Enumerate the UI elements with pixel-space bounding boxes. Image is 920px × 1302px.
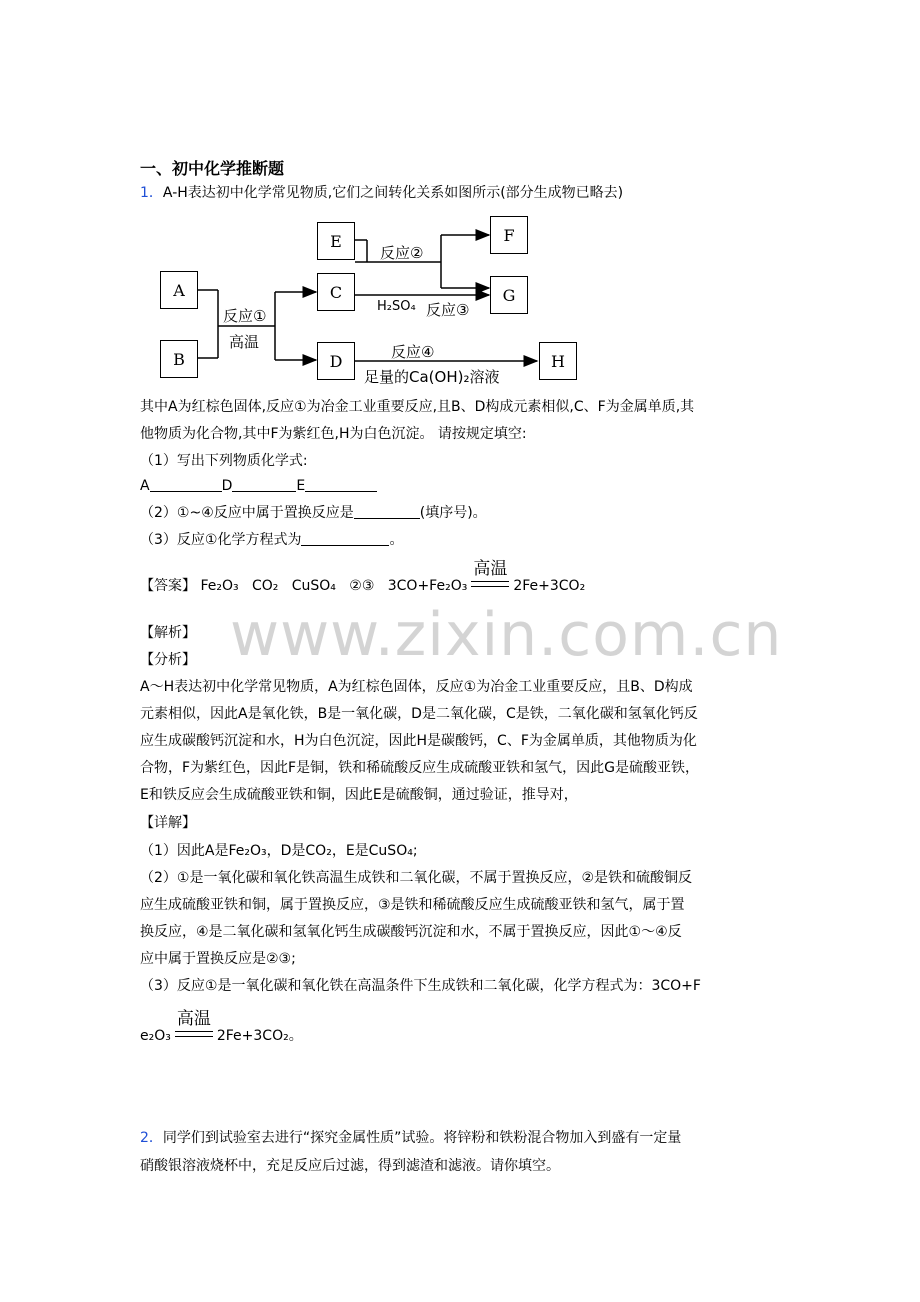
subquestion-2-text: （2）①~④反应中属于置换反应是 (140, 505, 354, 521)
node-f: F (490, 216, 528, 254)
blank-e[interactable] (305, 477, 377, 492)
blank-label-a: A (140, 478, 150, 494)
detail-2-line-4: 应中属于置换反应是②③; (140, 951, 296, 967)
question-2-text-1: 同学们到试验室去进行“探究金属性质”试验。将锌粉和铁粉混合物加入到盛有一定量 (162, 1130, 682, 1146)
subquestion-3 (140, 529, 403, 549)
subquestion-3-end: 。 (389, 532, 404, 548)
node-h: H (539, 342, 577, 380)
question-number: 1 (140, 185, 149, 201)
answer-equation-left: 3CO+Fe₂O₃ (387, 578, 468, 594)
analysis-line-5: E和铁反应会生成硫酸亚铁和铜，因此E是硫酸铜，通过验证，推导对， (140, 787, 578, 803)
question-1-stem (140, 182, 623, 202)
blank-label-d: D (221, 478, 233, 494)
detail-2-line-3: 换反应，④是二氧化碳和氢氧化钙生成碳酸钙沉淀和水，不属于置换反应，因此①～④反 (140, 924, 682, 940)
answer-line (140, 559, 586, 595)
label-reaction-2: 反应② (380, 244, 424, 262)
detail-1: （1）因此A是Fe₂O₃，D是CO₂，E是CuSO₄; (140, 843, 418, 859)
blank-equation[interactable] (301, 531, 389, 546)
description-line-2: 他物质为化合物,其中F为紫红色,H为白色沉淀。 请按规定填空: (140, 426, 527, 442)
answer-e: CuSO₄ (291, 578, 336, 594)
analysis-line-3: 应生成碳酸钙沉淀和水，H为白色沉淀，因此H是碳酸钙，C、F为金属单质，其他物质为化 (140, 733, 697, 749)
detail-3-equation (140, 1009, 303, 1045)
label-h2so4: H₂SO₄ (377, 299, 416, 314)
detail-3-equation-left: e₂O₃ (140, 1028, 171, 1044)
subquestion-1: （1）写出下列物质化学式: (140, 453, 308, 469)
question-2-line-2: 硝酸银溶液烧杯中，充足反应后过滤，得到滤渣和滤液。请你填空。 (140, 1158, 560, 1174)
node-c: C (317, 273, 355, 311)
detail-3-condition-high-temp: 高温 (176, 1009, 211, 1029)
node-e: E (317, 222, 355, 260)
subquestion-2-hint: (填序号)。 (419, 505, 487, 521)
condition-high-temp: 高温 (473, 559, 508, 579)
detail-3: （3）反应①是一氧化碳和氧化铁在高温条件下生成铁和二氧化碳，化学方程式为：3CO+F (140, 978, 701, 994)
detail-3-equals-sign (175, 1031, 213, 1037)
description-line-1: 其中A为红棕色固体,反应①为冶金工业重要反应,且B、D构成元素相似,C、F为金属单质,其 (140, 399, 695, 415)
subquestion-2 (140, 502, 487, 522)
node-d: D (317, 342, 355, 380)
question-text: A-H表达初中化学常见物质,它们之间转化关系如图所示(部分生成物已略去) (162, 185, 624, 201)
watermark: www.zixin.com.cn (230, 600, 783, 670)
blank-line (140, 477, 377, 494)
answer-d: CO₂ (251, 578, 279, 594)
analysis-line-1: A～H表达初中化学常见物质，A为红棕色固体，反应①为冶金工业重要反应，且B、D构成 (140, 679, 693, 695)
answer-substitution: ②③ (349, 578, 375, 594)
question-2-line-1 (140, 1127, 681, 1147)
equals-sign (471, 581, 509, 587)
blank-a[interactable] (150, 477, 222, 492)
detail-header: 【详解】 (140, 815, 196, 831)
label-caoh2: 足量的Ca(OH)₂溶液 (364, 368, 500, 386)
label-reaction-1: 反应① (223, 307, 267, 325)
subquestion-3-text: （3）反应①化学方程式为 (140, 532, 302, 548)
blank-substitution[interactable] (354, 504, 420, 519)
answer-a: Fe₂O₃ (200, 578, 239, 594)
detail-2-line-2: 应生成硫酸亚铁和铜，属于置换反应，③是铁和稀硫酸反应生成硫酸亚铁和氢气，属于置 (140, 897, 685, 913)
node-g: G (490, 276, 528, 314)
analysis-line-4: 合物，F为紫红色，因此F是铜，铁和稀硫酸反应生成硫酸亚铁和氢气，因此G是硫酸亚铁， (140, 760, 699, 776)
question-dot: ． (148, 185, 163, 201)
question-2-dot: ． (148, 1130, 163, 1146)
question-2-number: 2 (140, 1130, 149, 1146)
analysis-line-2: 元素相似，因此A是氧化铁，B是一氧化碳，D是二氧化碳，C是铁，二氧化碳和氢氧化钙反 (140, 706, 698, 722)
node-a: A (160, 271, 198, 309)
label-high-temp: 高温 (229, 333, 260, 351)
detail-3-equation-condition (175, 1009, 213, 1044)
detail-3-equation-right: 2Fe+3CO₂。 (216, 1028, 303, 1044)
blank-label-e: E (296, 478, 306, 494)
answer-label: 【答案】 (140, 578, 196, 594)
blank-d[interactable] (232, 477, 296, 492)
detail-2-line-1: （2）①是一氧化碳和氧化铁高温生成铁和二氧化碳，不属于置换反应，②是铁和硫酸铜反 (140, 870, 693, 886)
label-reaction-3: 反应③ (426, 301, 470, 319)
analysis-header: 【分析】 (140, 652, 196, 668)
answer-equation-condition (471, 559, 509, 594)
node-b: B (160, 340, 198, 378)
answer-equation-right: 2Fe+3CO₂ (513, 578, 586, 594)
label-reaction-4: 反应④ (391, 343, 435, 361)
explanation-header: 【解析】 (140, 625, 196, 641)
section-title: 一、初中化学推断题 (140, 159, 285, 178)
